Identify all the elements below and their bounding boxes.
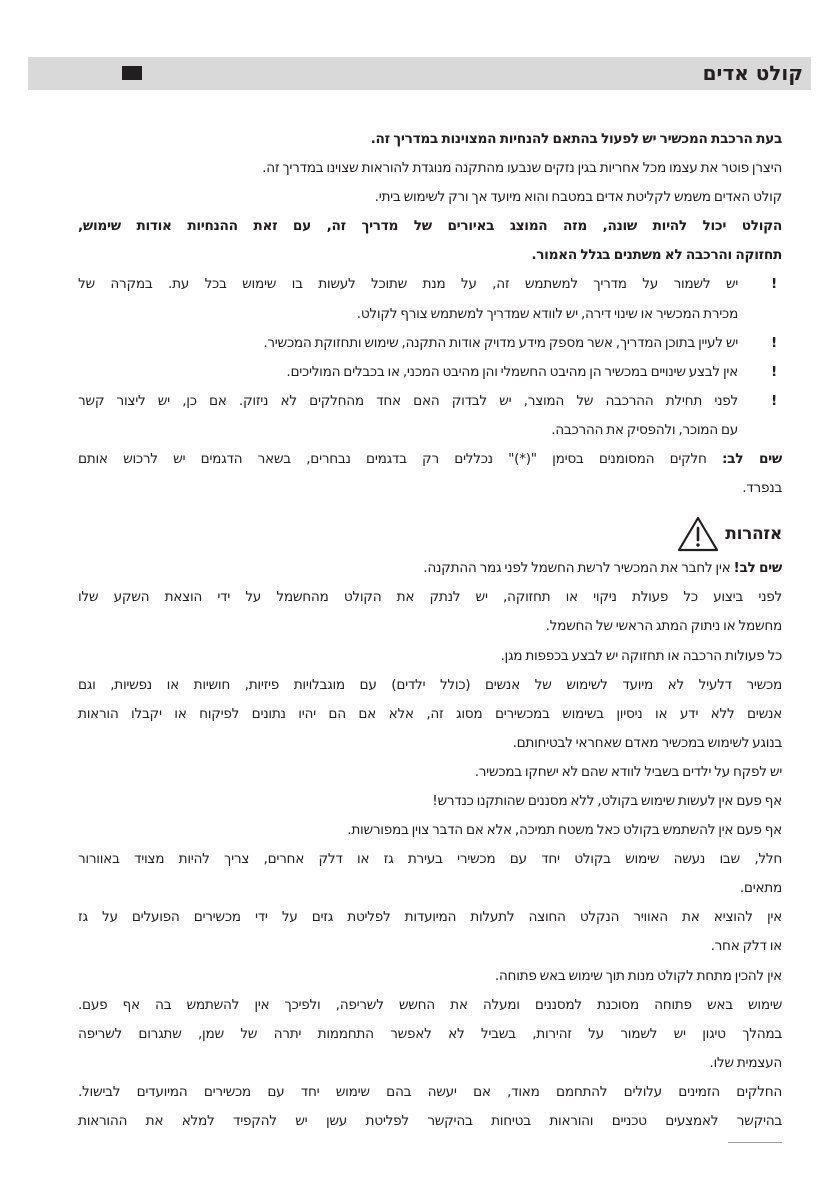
bullet-text: יש לשמור על מדריך למשתמש זה, על מנת שתוכל לעשות בו שימוש בכל עת. במקרה של xyxy=(78,276,738,293)
bullet-item xyxy=(78,329,782,358)
bullet-text: יש לעיין בתוכן המדריך, אשר מספק מידע מדויק אודות התקנה, שימוש ותחזוקת המכשיר. xyxy=(263,334,738,351)
bullet-text: לפני תחילת ההרכבה של המוצר, יש לבדוק האם אחד מהחלקים לא ניזוק. אם כן, יש ליצור קשר xyxy=(78,392,738,409)
footer-rule xyxy=(728,1142,782,1143)
warning-line: אף פעם אין לעשות שימוש בקולט, ללא מסננים שהותקנו כנדרש! xyxy=(432,792,782,809)
intro-bold-paragraph: הקולט יכול להיות שונה, מזה המוצג באיורים של מדריך זה, עם זאת ההנחיות אודות שימוש, xyxy=(78,218,782,235)
bullet-item xyxy=(78,358,782,387)
warning-line: כל פעולות הרכבה או תחזוקה יש לבצע בכפפות מגן. xyxy=(500,647,782,664)
note-label: שים לב: xyxy=(722,451,782,468)
warning-line: בהיקשר לאמצעים טכניים והוראות בטיחות בהיקשר לפליטת עשן יש להקפיד למלא את ההוראות xyxy=(78,1113,782,1129)
warning-attention-label: שים לב! xyxy=(733,560,782,577)
header-bar xyxy=(28,57,811,90)
warning-line: יש לפקח על ילדים בשביל לוודא שהם לא ישחקו במכשיר. xyxy=(474,763,782,780)
exclamation-icon: ! xyxy=(771,334,777,351)
warning-line: בנוגע לשימוש במכשיר מאדם שאחראי לבטיחותם. xyxy=(512,734,782,751)
warning-line: אין להוציא את האוויר הנקלט החוצה לתעלות המיועדות לפליטת גזים על ידי מכשירים הפועלים על גז xyxy=(78,909,782,926)
warning-triangle-icon xyxy=(677,516,719,552)
warning-line: או דלק אחר. xyxy=(710,938,782,955)
warning-line: אין להכין מתחת לקולט מנות תוך שימוש באש פתוחה. xyxy=(494,967,782,984)
bullet-item xyxy=(78,387,782,445)
intro-bold-paragraph: תחזוקה והרכבה לא משתנים בגלל האמור. xyxy=(531,247,782,264)
warnings-title: אזהרות xyxy=(725,523,782,544)
note-paragraph xyxy=(78,445,782,474)
warning-line: מתאים. xyxy=(739,880,782,897)
warning-text: אין לחבר את המכשיר לרשת החשמל לפני גמר ההתקנה. xyxy=(423,560,731,577)
exclamation-icon: ! xyxy=(771,363,777,380)
note-paragraph-end: בנפרד. xyxy=(742,480,782,497)
exclamation-icon: ! xyxy=(771,276,777,293)
intro-paragraph: קולט האדים משמש לקליטת אדים במטבח והוא מיועד אך ורק לשימוש ביתי. xyxy=(374,189,782,206)
page-title: קולט אדים xyxy=(702,61,803,85)
intro-paragraph: היצרן פוטר את עצמו מכל אחריות בגין נזקים שנבעו מהתקנה מנוגדת להוראות שצוינו במדריך זה. xyxy=(262,160,782,177)
exclamation-icon: ! xyxy=(771,392,777,409)
intro-heading: בעת הרכבת המכשיר יש לפעול בהתאם להנחיות המצוינות במדריך זה. xyxy=(370,131,782,147)
warning-line: שימוש באש פתוחה מסוכנת למסננים ומעלה את החשש לשריפה, ולפיכך אין להשתמש בה אף פעם. xyxy=(78,996,782,1013)
bullet-text: עם המוכר, ולהפסיק את ההרכבה. xyxy=(551,421,738,438)
bullet-item xyxy=(78,270,782,328)
warnings-heading xyxy=(78,514,782,554)
bullet-text: מכירת המכשיר או שינוי דירה, יש לוודא שמדריך למשתמש צורף לקולט. xyxy=(356,305,738,322)
warning-line: במהלך טיגון יש לשמור על זהירות, בשביל לא לאפשר התחממות יתרה של שמן, שתגרום לשריפה xyxy=(78,1025,782,1042)
warnings-list xyxy=(78,583,782,1136)
warning-line: אנשים ללא ידע או ניסיון בשימוש במכשירים מסוג זה, אלא אם הם יהיו נתונים לפיקוח או יקבלו הוראות xyxy=(78,705,782,722)
warning-line: מחשמל או ניתוק המתג הראשי של החשמל. xyxy=(545,618,782,635)
warning-line xyxy=(78,554,782,583)
header-marker xyxy=(122,66,142,80)
warning-line: העצמית שלו. xyxy=(709,1054,782,1071)
warning-line: לפני ביצוע כל פעולת ניקוי או תחזוקה, יש לנתק את הקולט מהחשמל על ידי הוצאת השקע שלו xyxy=(78,589,782,606)
document-body xyxy=(78,125,782,1136)
warning-line: החלקים הזמינים עלולים להתחמם מאוד, אם יעשה בהם שימוש יחד עם מכשירים המיועדים לבישול. xyxy=(78,1083,782,1100)
note-text: חלקים המסומנים בסימן "(*)" נכללים רק בדגמים נבחרים, בשאר הדגמים יש לרכוש אותם xyxy=(78,451,707,468)
warning-line: אף פעם אין להשתמש בקולט כאל משטח תמיכה, אלא אם הדבר צוין במפורשות. xyxy=(347,822,782,839)
warning-line: חלל, שבו נעשה שימוש בקולט יחד עם מכשירי בעירת גז או דלק אחרים, צריך להיות מצויד באוורור xyxy=(78,851,782,868)
bullet-text: אין לבצע שינויים במכשיר הן מהיבט החשמלי והן מהיבט המכני, או בכבלים המוליכים. xyxy=(286,363,738,380)
warning-line: מכשיר דלעיל לא מיועד לשימוש של אנשים (כולל ילדים) עם מוגבלויות פיזיות, חושיות או נפשיות, וגם xyxy=(78,676,782,693)
